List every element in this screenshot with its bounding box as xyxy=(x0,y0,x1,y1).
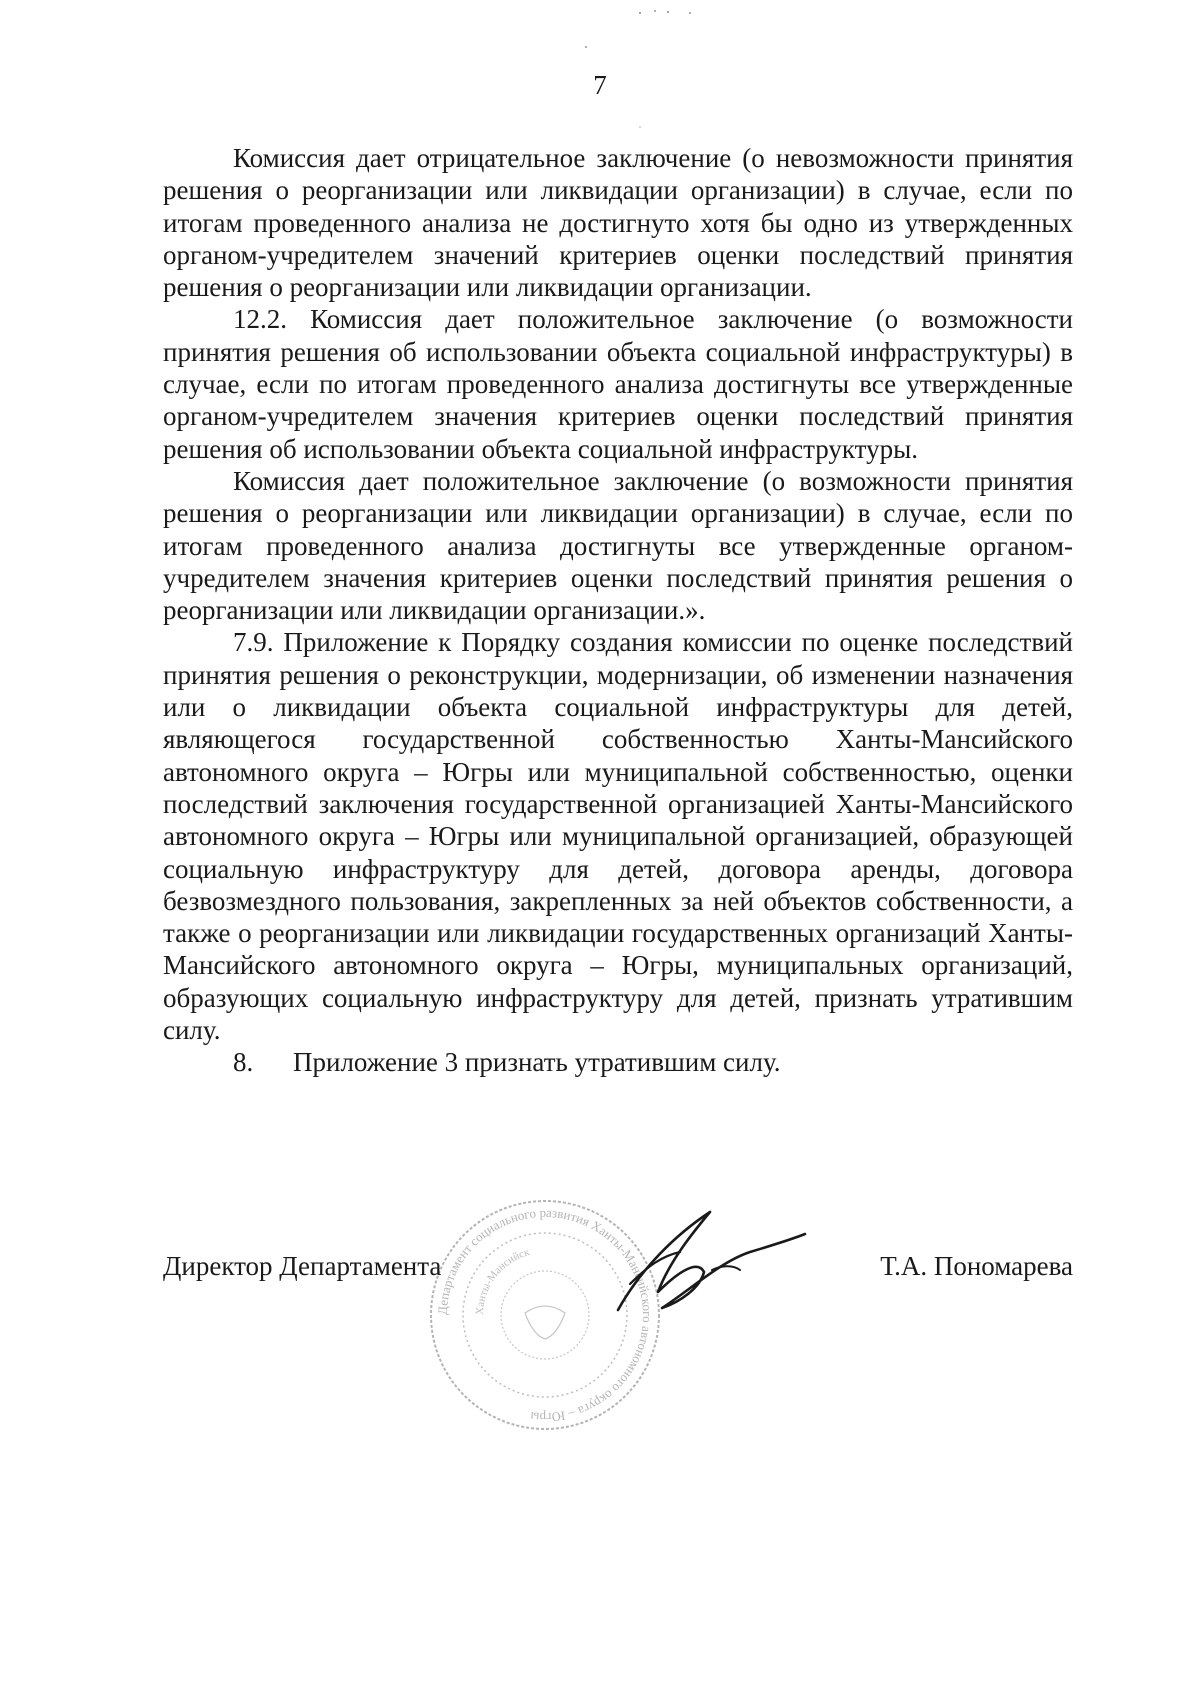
svg-text:Ханты-Мансийск: Ханты-Мансийск xyxy=(473,1246,531,1316)
item-text: Приложение 3 признать утратившим силу. xyxy=(293,1047,781,1078)
body-text xyxy=(163,142,1073,1079)
paragraph: 12.2. Комиссия дает положительное заключение (о возможности принятия решения об использовании объекта социальной инфраструктуры) в случае, если по итогам проведенного анализа достигнуты все утвержденные органом-учредителем значения критериев оценки последствий принятия решения об использовании объекта социальной инфраструктуры. xyxy=(163,304,1073,464)
paragraph: Комиссия дает отрицательное заключение (о невозможности принятия решения о реорганизации или ликвидации организации) в случае, если по итогам проведенного анализа не достигнуто хотя бы одно из утвержденных органом-учредителем значений критериев оценки последствий принятия решения о реорганизации или ликвидации организации. xyxy=(163,143,1073,303)
page-number: 7 xyxy=(593,70,607,100)
paragraph: Комиссия дает положительное заключение (о возможности принятия решения о реорганизации или ликвидации организации) в случае, если по итогам проведенного анализа достигнуты все утвержденные органом-учредителем значения критериев оценки последствий принятия решения о реорганизации или ликвидации организации.». xyxy=(163,465,1073,626)
signatory-name: Т.А. Пономарева xyxy=(880,1251,1073,1281)
svg-text:Департамент социального развит: Департамент социального развития Ханты-Мансийского автономного округа – Югры xyxy=(434,1204,656,1426)
paragraph: 7.9. Приложение к Порядку создания комиссии по оценке последствий принятия решения о реконструкции, модернизации, об изменении назначения или о ликвидации объекта социальной инфраструктуры для детей, являющегося государственной собственностью Ханты-Мансийского автономного округа – Югры или муниципальной собственностью, оценки последствий заключения государственной организацией Ханты-Мансийского автономного округа – Югры или муниципальной организацией, образующей социальную инфраструктуру для детей, договора аренды, договора безвозмездного пользования, закрепленных за ней объектов собственности, а также о реорганизации или ликвидации государственных организаций Ханты-Мансийского автономного округа – Югры, муниципальных организаций, образующих социальную инфраструктуру для детей, признать утратившим силу. xyxy=(163,627,1073,1046)
handwritten-signature xyxy=(600,1200,810,1330)
list-item xyxy=(163,1046,1073,1078)
signatory-position: Директор Департамента xyxy=(163,1251,442,1281)
item-number: 8. xyxy=(233,1047,254,1078)
